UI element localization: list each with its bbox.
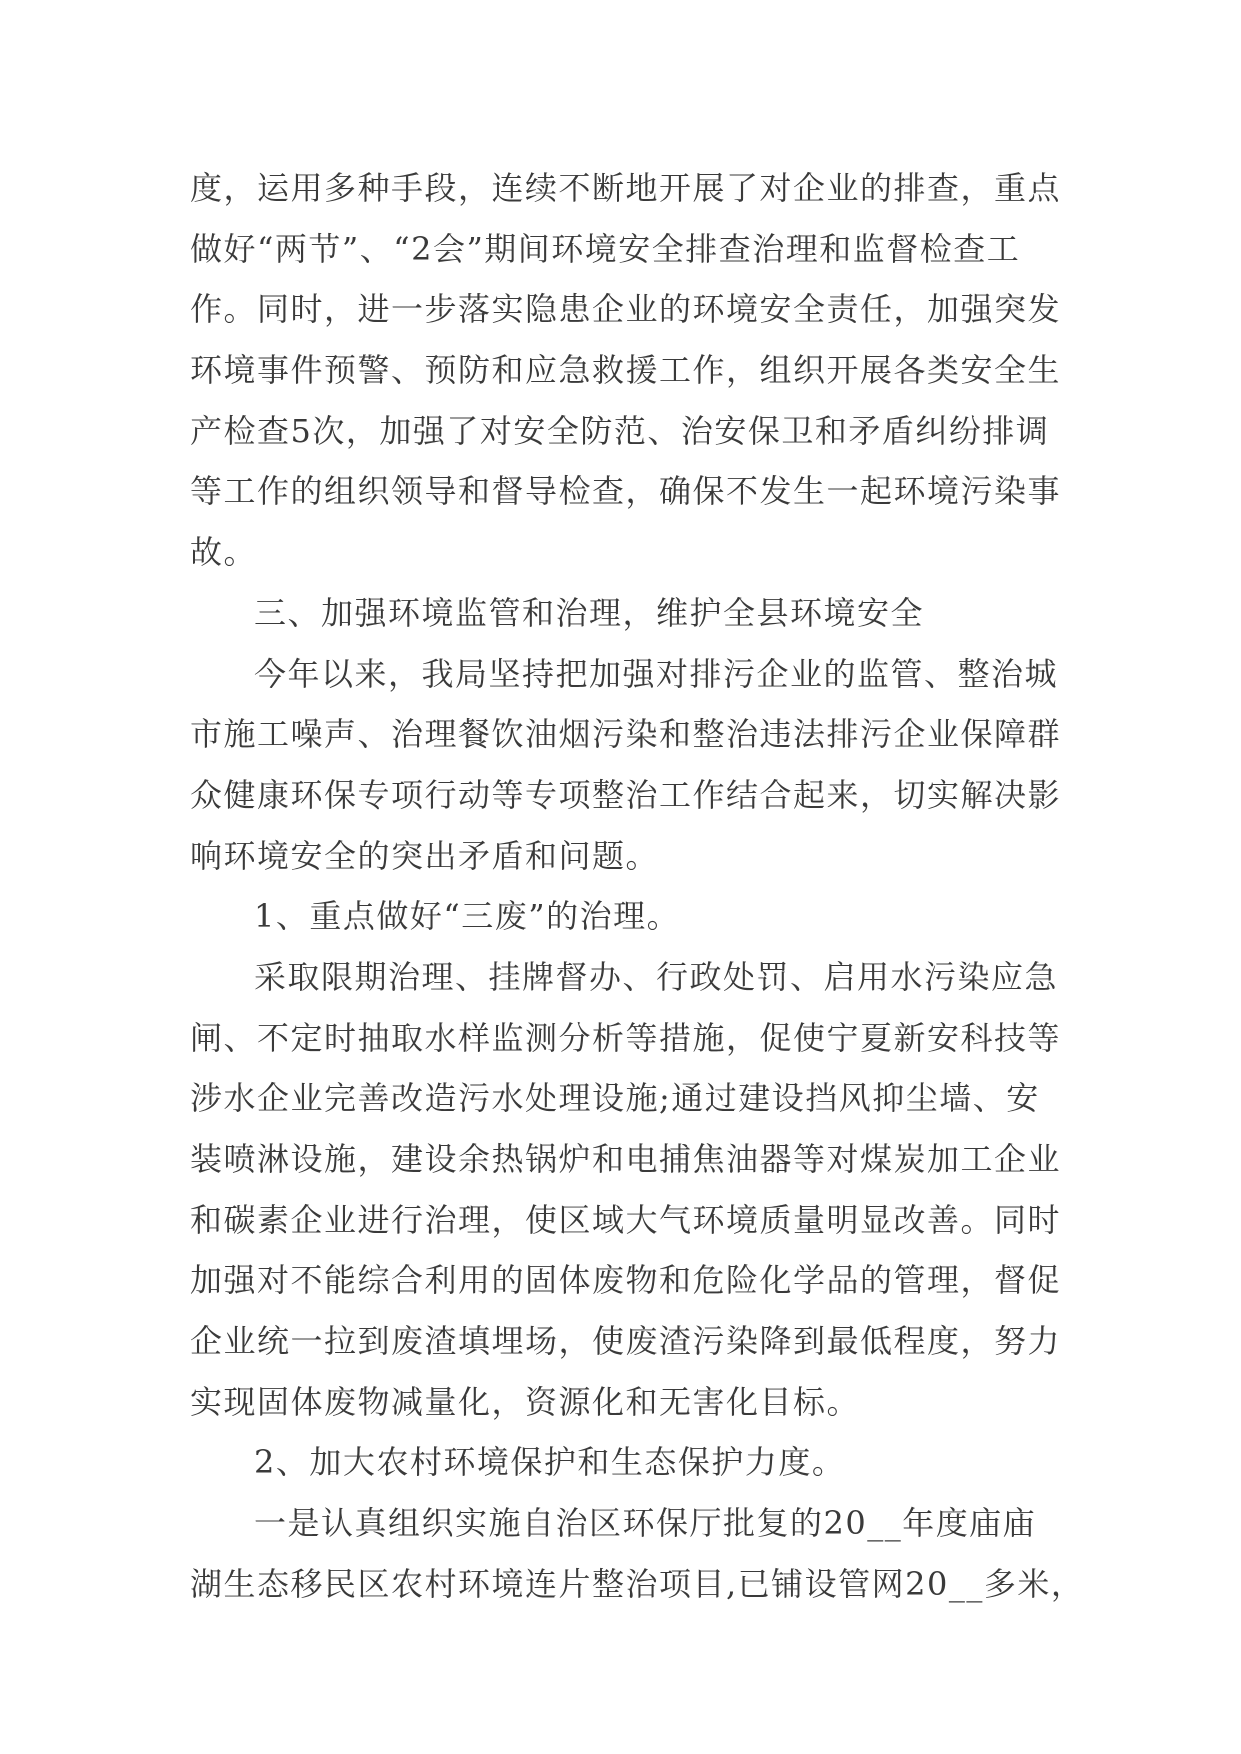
text-line: 闸、不定时抽取水样监测分析等措施，促使宁夏新安科技等 xyxy=(190,1018,1062,1057)
text-line: 一是认真组织实施自治区环保厅批复的20__年度庙庙 xyxy=(254,1504,1037,1543)
text-line: 加强对不能综合利用的固体废物和危险化学品的管理，督促 xyxy=(190,1261,1062,1300)
text-line: 等工作的组织领导和督导检查，确保不发生一起环境污染事 xyxy=(190,472,1062,511)
text-line: 做好“两节”、“2会”期间环境安全排查治理和监督检查工 xyxy=(190,229,1021,268)
body-text xyxy=(190,158,1085,1615)
text-line: 湖生态移民区农村环境连片整治项目,已铺设管网20__多米， xyxy=(190,1564,1085,1603)
text-line: 采取限期治理、挂牌督办、行政处罚、启用水污染应急 xyxy=(254,957,1059,996)
text-line: 涉水企业完善改造污水处理设施;通过建设挡风抑尘墙、安 xyxy=(190,1079,1040,1118)
text-line: 装喷淋设施，建设余热锅炉和电捕焦油器等对煤炭加工企业 xyxy=(190,1140,1062,1178)
subsection-heading: 2、加大农村环境保护和生态保护力度。 xyxy=(254,1443,846,1482)
text-line: 环境事件预警、预防和应急救援工作，组织开展各类安全生 xyxy=(190,351,1062,390)
text-line: 度，运用多种手段，连续不断地开展了对企业的排查，重点 xyxy=(190,169,1062,207)
text-line: 市施工噪声、治理餐饮油烟污染和整治违法排污企业保障群 xyxy=(190,715,1062,754)
text-line: 今年以来，我局坚持把加强对排污企业的监管、整治城 xyxy=(254,654,1059,693)
subsection-heading: 1、重点做好“三废”的治理。 xyxy=(254,897,681,936)
text-line: 作。同时，进一步落实隐患企业的环境安全责任，加强突发 xyxy=(190,290,1062,329)
text-line: 产检查5次，加强了对安全防范、治安保卫和矛盾纠纷排调 xyxy=(190,411,1050,450)
text-line: 故。 xyxy=(190,533,258,572)
text-line: 实现固体废物减量化，资源化和无害化目标。 xyxy=(190,1382,861,1421)
section-heading: 三、加强环境监管和治理，维护全县环境安全 xyxy=(254,593,925,632)
text-line: 众健康环保专项行动等专项整治工作结合起来，切实解决影 xyxy=(190,775,1062,814)
text-line: 响环境安全的突出矛盾和问题。 xyxy=(190,836,660,875)
text-line: 企业统一拉到废渣填埋场，使废渣污染降到最低程度，努力 xyxy=(190,1322,1062,1361)
text-line: 和碳素企业进行治理，使区域大气环境质量明显改善。同时 xyxy=(190,1200,1062,1239)
